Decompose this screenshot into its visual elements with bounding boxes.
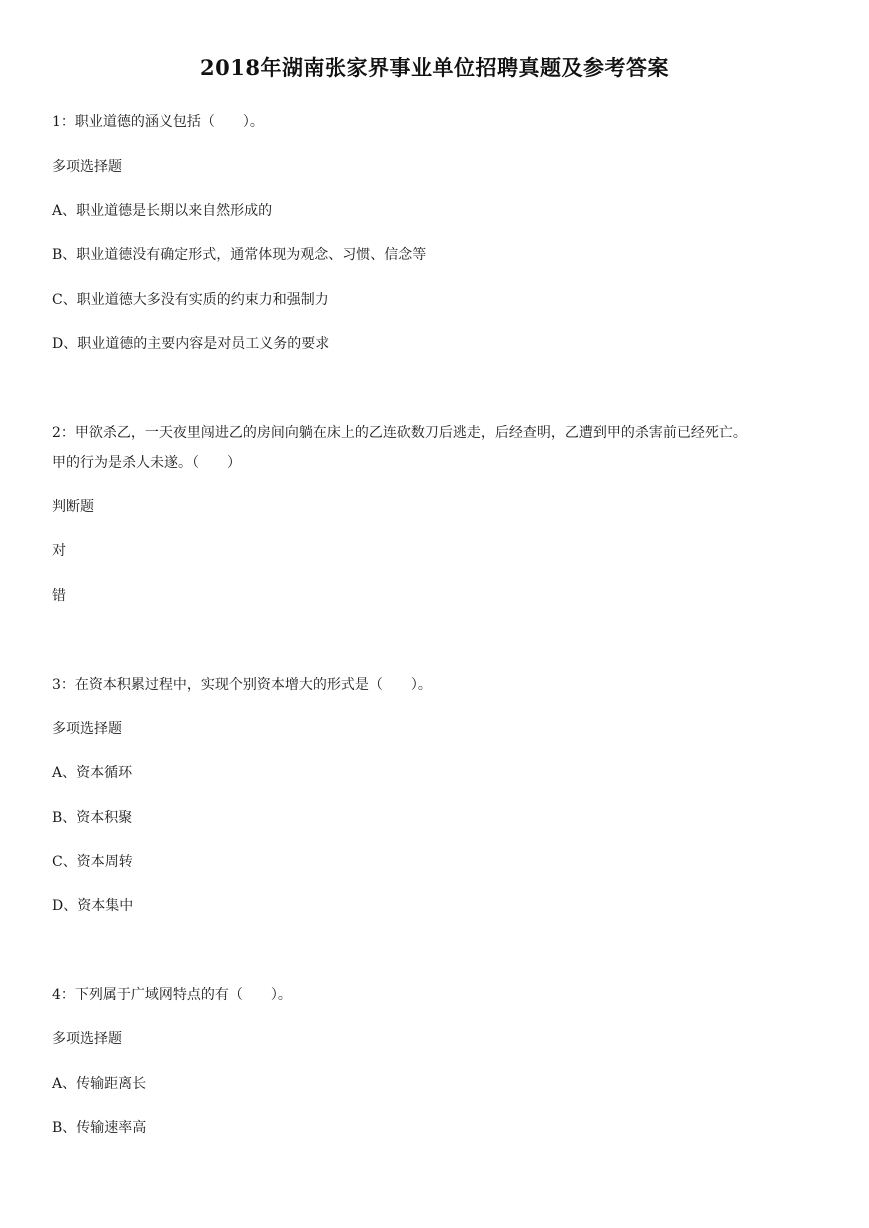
question-2-option-false: 错 [52, 588, 66, 604]
question-1-type: 多项选择题 [52, 159, 122, 175]
question-1-option-b: B、职业道德没有确定形式，通常体现为观念、习惯、信念等 [52, 247, 427, 263]
question-3-type: 多项选择题 [52, 721, 122, 737]
document-title: 2018年湖南张家界事业单位招聘真题及参考答案 [200, 55, 669, 80]
question-4-option-b: B、传输速率高 [52, 1120, 147, 1136]
question-2-stem-line2: 甲的行为是杀人未遂。（ ） [52, 455, 241, 471]
question-3-option-c: C、资本周转 [52, 854, 133, 870]
question-1-option-a: A、职业道德是长期以来自然形成的 [52, 203, 273, 219]
question-1-option-d: D、职业道德的主要内容是对员工义务的要求 [52, 336, 330, 352]
question-1-option-c: C、职业道德大多没有实质的约束力和强制力 [52, 292, 329, 308]
question-3-option-a: A、资本循环 [52, 765, 133, 781]
question-2-type: 判断题 [52, 499, 94, 515]
question-1-stem: 1：职业道德的涵义包括（ ）。 [52, 114, 264, 130]
question-2-stem-line1: 2：甲欲杀乙，一天夜里闯进乙的房间向躺在床上的乙连砍数刀后逃走，后经查明，乙遭到甲的杀害前已经死亡。 [52, 425, 747, 441]
question-4-type: 多项选择题 [52, 1031, 122, 1047]
question-4-option-a: A、传输距离长 [52, 1076, 147, 1092]
question-3-option-b: B、资本积聚 [52, 810, 133, 826]
question-2-option-true: 对 [52, 543, 66, 559]
question-3-stem: 3：在资本积累过程中，实现个别资本增大的形式是（ ）。 [52, 677, 432, 693]
question-4-stem: 4：下列属于广域网特点的有（ ）。 [52, 987, 292, 1003]
question-3-option-d: D、资本集中 [52, 898, 134, 914]
